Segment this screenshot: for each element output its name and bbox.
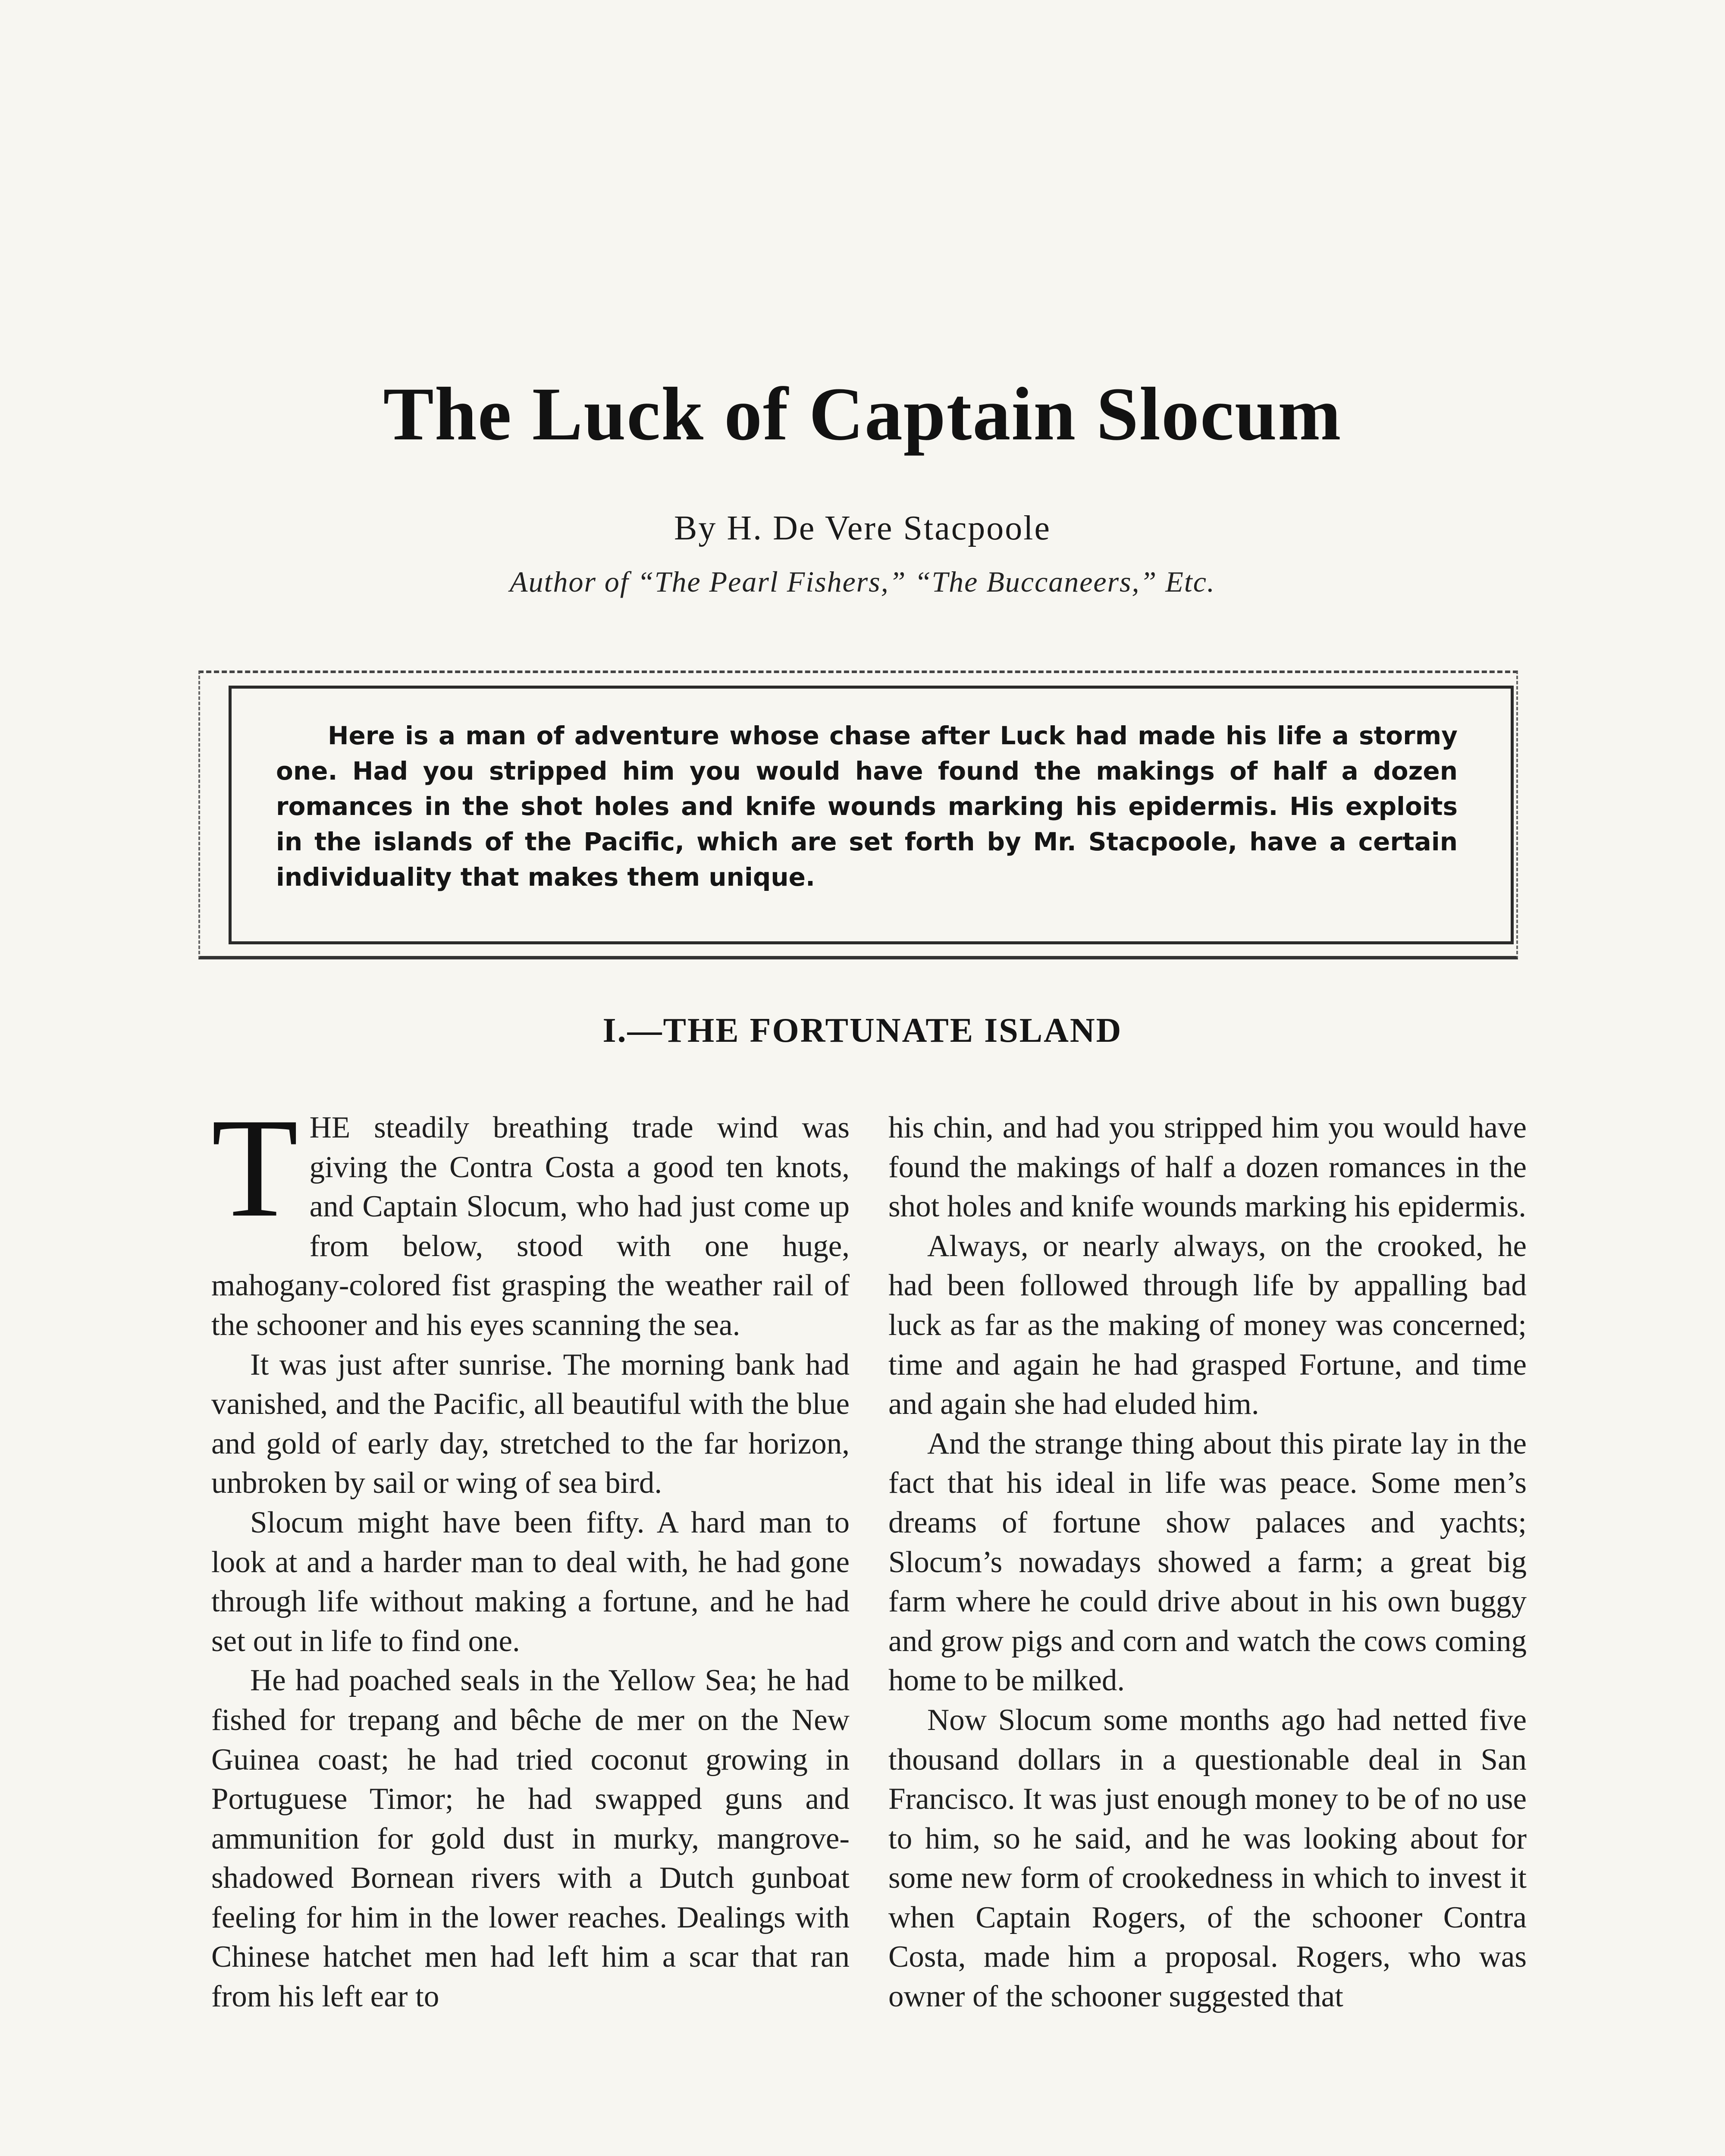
paragraph: his chin, and had you stripped him you would have found the makings of half a dozen romances in the shot holes and knife wounds marking his epidermis.: [888, 1111, 1527, 1224]
paragraph: Slocum might have been fifty. A hard man to look at and a harder man to deal with, he had gone through life without making a fortune, and he had set out in life to find one.: [211, 1505, 850, 1658]
paragraph: It was just after sunrise. The morning bank had vanished, and the Pacific, all beautiful with the blue and gold of early day, stretched to the far horizon, unbroken by sail or wing of sea bird.: [211, 1348, 850, 1500]
author-byline: By H. De Vere Stacpoole: [674, 509, 1051, 547]
paragraph-text: HE steadily breathing trade wind was giving the Contra Costa a good ten knots, and Captain Slocum, who had just come up from below, stood with one huge, mahogany-colored fist grasping the weather rail of the schooner and his eyes scanning the sea.: [211, 1111, 850, 1342]
left-column: [211, 1089, 850, 2017]
paragraph: He had poached seals in the Yellow Sea; he had fished for trepang and bêche de mer on the New Guinea coast; he had tried coconut growing in Portuguese Timor; he had swapped guns and ammunition for gold dust in murky, mangrove-shadowed Bornean rivers with a Dutch gunboat feeling for him in the lower reaches. Dealings with Chinese hatchet men had left him a scar that ran from his left ear to: [211, 1664, 850, 2014]
section-heading: I.—THE FORTUNATE ISLAND: [602, 1012, 1123, 1050]
paragraph: Always, or nearly always, on the crooked, he had been followed through life by appalling bad luck as far as the making of money was concerned; time and again he had grasped Fortune, and time and again she had eluded him.: [888, 1229, 1527, 1421]
paragraph: And the strange thing about this pirate lay in the fact that his ideal in life was peace. Some men’s dreams of fortune show palaces and yachts; Slocum’s nowadays showed a farm; a great big farm where he could drive about in his own buggy and grow pigs and corn and watch the cows coming home to be milked.: [888, 1426, 1527, 1698]
paragraph: Now Slocum some months ago had netted five thousand dollars in a questionable deal in San Francisco. It was just enough money to be of no use to him, so he said, and he was looking about for some new form of crookedness in which to invest it when Captain Rogers, of the schooner Contra Costa, made him a proposal. Rogers, who was owner of the schooner suggested that: [888, 1703, 1527, 2014]
right-column: [888, 1108, 1527, 2017]
paragraph: [211, 1089, 850, 1345]
article-title: The Luck of Captain Slocum: [383, 372, 1342, 456]
drop-cap: T: [211, 1089, 298, 1247]
author-credits: Author of “The Pearl Fishers,” “The Buccaneers,” Etc.: [510, 565, 1215, 598]
article-blurb: Here is a man of adventure whose chase after Luck had made his life a stormy one. Had you stripped him you would have found the makings of half a dozen romances in the shot holes and knife wounds marking his epidermis. His exploits in the islands of the Pacific, which are set forth by Mr. Stacpoole, have a certain individuality that makes them unique.: [276, 721, 1458, 892]
